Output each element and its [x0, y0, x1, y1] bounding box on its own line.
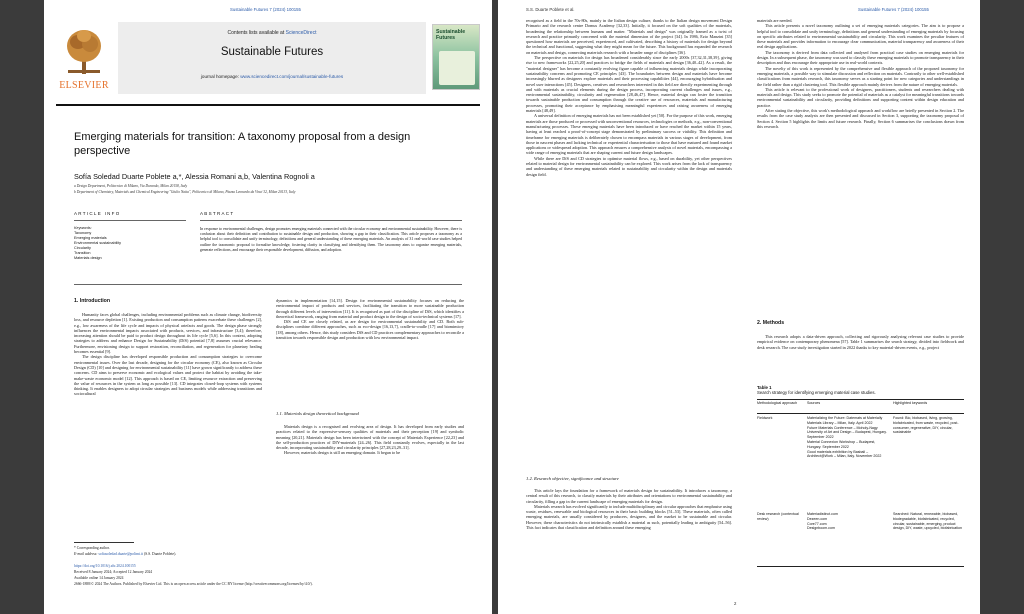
masthead-rule: [56, 104, 480, 106]
paragraph: The design discipline has developed responsible production and consumption strategies to overcome environmental issues. Over the last decade, designing for the circular economy (CE), also known as Circular Design (CD) [10] and designing for environmental sustainability [11] have grown significantly to address these concerns. CD aims to preserve economic and ecological values and protect the habitat by avoiding the take-make-waste economic model [12]. This approach is based on CE, limiting resource extraction and preserving the value of resources in the system as long as possible [13]. CD integrates closed-loop systems with systems thinking. It enables designers to adopt circular strategies and business models while addressing transitions and sociocultural: [74, 354, 262, 397]
keyword: Taxonomy: [74, 231, 92, 235]
keyword: Environmental sustainability: [74, 241, 122, 245]
paragraph: Materials design is a recognised and evolving area of design. It has developed from early studies and practices related to the expressive-sensory qualities of materials and their perception [19] and symbolic meaning [20,21]. Materials design has been intertwined with the concept of Materials Experience [22,23] and the self-production practices of DIY-materials [24–26]. This field constantly evolves, especially in the last decade, incorporating sustainability and circularity principles [27,28,23,29–31].: [276, 424, 464, 451]
affiliation-a: a Design Department, Politecnico di Milano, Via Durando, Milan 20158, Italy: [74, 184, 188, 188]
cover-graphic: [439, 51, 475, 85]
journal-homepage: [118, 74, 426, 79]
source-item: Materiadistinct.com: [807, 512, 838, 516]
email-line: [74, 552, 176, 557]
abstract-heading: ABSTRACT: [200, 211, 235, 216]
page-number: 2: [734, 601, 737, 606]
keyword: Emerging materials: [74, 236, 107, 240]
article-title: Emerging materials for transition: A taxonomy proposal from a design perspective: [74, 131, 411, 157]
paragraph: The novelty of this work is represented by the comprehensive and flexible approach of the proposed taxonomy for emerging materials, a possible way to stimulate discussion and reflection on materials. Contrarily to other well-established classifications from materials research, this taxonomy serves as a starting point for new categories and understandings in the field rather than a rigid clustering tool. This flexible approach mainly derives from the nature of emerging materials.: [757, 65, 964, 87]
table-caption: [757, 385, 957, 396]
table-row: [757, 416, 964, 508]
table-rule: [757, 399, 964, 400]
table-caption-text: Search strategy for identifying emerging material case studies.: [757, 390, 876, 396]
running-head[interactable]: Sustainable Futures 7 (2024) 100155: [230, 7, 301, 12]
body-column-1: [526, 18, 732, 177]
table-cell-sources: [807, 416, 889, 459]
available-date: Available online 14 January 2024: [74, 576, 124, 580]
keywords-box: [74, 226, 184, 261]
section-title: 1. Introduction: [74, 298, 111, 304]
source-item: Good materials exhibition by Basbali – Architect@Work – Milan, Italy. November 2022: [807, 449, 882, 459]
paragraph: The perspective on materials for design has broadened considerably since the early 2000s [37,32,31,38,39], giving rise to new frameworks [22,25,20] and practices to bridge the fields of materials and design [36,40–42]. As a result, the "material designer" has become a constantly evolving figure capable of influencing materials design while incorporating sustainability concerns and promoting CE principles [43]. The boundaries between design and materials have become increasingly blurred as designers explore materials and their processing capabilities [44], encouraging hybridisation and novel user interactions [45]. Designers, creatives and researchers interested in this field are directly experimenting through and with materials as crucial elements during the design process, incorporating current challenges and issues, e.g., environmental sustainability, circularity and regeneration [28,46,47]. Hence, material design can foster the transition towards sustainable production and consumption through the creative use of resources, materials and manufacturing processes, promoting their acceptance by emphasising meaningful experiences and raising awareness of emerging materials [48,49].: [526, 55, 732, 114]
body-column-2: [276, 298, 464, 340]
homepage-prefix: journal homepage:: [200, 74, 241, 79]
rule: [200, 220, 462, 221]
table-label: Table 1: [757, 385, 772, 390]
journal-cover[interactable]: [432, 24, 480, 90]
license-line: 2666-1888/© 2024 The Authors. Published by Elsevier Ltd. This is an open access article under the CC BY license (http://creativecommons.org/licenses/by/4.0/).: [74, 582, 313, 586]
table-cell-sources: [807, 512, 889, 531]
article-info-heading: ARTICLE INFO: [74, 211, 121, 216]
table-cell-approach: Fieldwork: [757, 416, 773, 420]
journal-masthead: [56, 22, 480, 96]
source-item: Core77.com: [807, 521, 827, 526]
source-item: Designboom.com: [807, 526, 835, 531]
paragraph: Humanity faces global challenges, including environmental problems such as climate change, biodiversity loss, and resource depletion [1]. Existing production and consumption patterns exacerbate these challenges [2], e.g., low awareness of the life cycle and impacts of physical artefacts and goods. The design phase strongly influences the environmental impacts associated with products, services, and infrastructure [3,4]; therefore, increasing attention should be paid to product design throughout its life cycle [5,6]. In this context, adopting strategies to address and enhance Design for Sustainability (DfS) potential [7,8] assumes crucial relevance. Furthermore, envisioning design to support restoration, reconciliation, and regeneration for planetary healing becomes essential [9].: [74, 312, 262, 355]
paragraph: While there are DfS and CD strategies to optimise material flows, e.g., based on durability, yet other perspectives related to material design for environmental sustainability can be explored. This work arises from the lack of transparency and understanding of these emerging materials related to sustainability and circularity within the design and materials design field.: [526, 155, 732, 177]
sciencedirect-link[interactable]: ScienceDirect: [285, 30, 317, 36]
body-column-2b: [276, 424, 464, 456]
source-item: Materializing the Future: Datemats at Materially Materials Library – Milan, Italy. April 2022: [807, 416, 883, 425]
body-column-1: [74, 312, 262, 397]
keyword: Circularity: [74, 246, 91, 250]
corresponding-author: * Corresponding author.: [74, 546, 110, 550]
paragraph: After stating the objective, this work's methodological approach and workflow are briefly presented in Section 2. The results from the case study analysis are then presented and discussed in Section 3, supporting the taxonomy proposal of Section 4. Section 5 highlights the limits and future research. Finally, Section 6 summarises the conclusions drawn from this research.: [757, 108, 964, 129]
paragraph: recognised as a field in the 70s-80s, mainly in the Italian design culture, thanks to the Italian design movement Design Primario and the research centre Domus Academy [32,33]. Initially, it focused on the soft qualities of the materials, broadening the relationship between humans and matter. "Materials and design" was originally framed as a twist of research and practice primarily concerned with the material dimension of the project [34]. In 1986, Ezio Manzini [35] questioned how materials are perceived, experienced, and cultivated, describing a history of materials for design beyond the technical and functional, suggesting what they might mean for the future. This background has expanded the research on materials and design, connecting materials research with a broader range of disciplines [36].: [526, 18, 732, 55]
email-suffix: (S.S. Duarte Poblete).: [143, 552, 177, 556]
table-header-cell: Highlighted keywords: [893, 401, 928, 405]
running-head-authors: S.S. Duarte Poblete et al.: [526, 7, 575, 12]
elsevier-tree-icon: [64, 26, 104, 76]
contents-line: [118, 30, 426, 36]
table-header-cell: Methodological approach: [757, 401, 798, 405]
keyword: Materials design: [74, 256, 102, 260]
paragraph: This article presents a novel taxonomy outlining a set of emerging materials categories. The aim is to propose a helpful tool to consolidate and unify terminology, definitions and general understanding of emerging materials by focusing on specific attributes related to environmental sustainability and circularity. This work examines the peculiar features of these materials and provides information to encourage clear communication, material transparency and awareness of their real design applications.: [757, 23, 964, 50]
journal-band: [118, 22, 426, 94]
source-item: Future Materials Conference – Moholy-Nagy University of Art and Design – Budapest, Hungary. September 2022: [807, 425, 887, 440]
received-date: Received 8 January 2024; Accepted 12 January 2024: [74, 570, 153, 574]
subsection-title: 1.2. Research objective, significance and structure: [526, 476, 619, 481]
table-rule: [757, 413, 964, 414]
body-column-2: [757, 18, 964, 129]
paragraph: However, materials design is still an emerging domain. It began to be: [284, 450, 401, 456]
paragraph: This research adopts a data-driven approach, collecting and rigorously analysing relevant case studies to provide empirical evidence on contemporary phenomena [57]. Table 1 summarises the search strategy, divided into fieldwork and desk research. The case study investigation started in 2022 thanks to key material-driven events, e.g., project: [757, 334, 964, 350]
section-title: 2. Methods: [757, 320, 785, 326]
journal-title: Sustainable Futures: [220, 46, 324, 58]
table-cell-keywords: Searched: Natural, renewable, biobased, biodegradable, biofabricated, recycled, circular, sustainable, emerging, product design, DIY, waste, upcycled, biofabrication: [893, 512, 963, 531]
paragraph: This article lays the foundation for a framework of materials design for sustainability. It introduces a taxonomy, a central result of this research, to classify materials by their attributes and orientations to environmental sustainability and circularity, filling a gap in the current landscape of emerging materials for design.: [526, 488, 732, 504]
body-column-1b: [526, 488, 732, 530]
table-cell-keywords: Found: Bio, biobased, living, growing, biofabricated, from waste, recycled, post-consumer, regenerative, DIY, circular, sustainable: [893, 416, 959, 435]
paragraph: A universal definition of emerging materials has not been established yet [50]. For the purpose of this work, emerging materials are those produced or processed with unconventional resources, technologies or methods, e.g., non-conventional manufacturing processes. These emerging materials have been introduced or have reached the market within 15 years, having at least reached a proof-of-concept stage demonstrated by preliminary success or viability. This definition and timeframe for emerging materials is deliberately chosen to encompass materials in various stages of development, from those in nascent phases and lacking technical or experiential characterisation to those that have matured and found market applications or widespread adoption. This approach ensures a comprehensive analysis of novel materials, encompassing a wide range of emerging materials that are shaping current and future design landscapes.: [526, 113, 732, 156]
running-head[interactable]: Sustainable Futures 7 (2024) 100155: [858, 7, 929, 12]
publisher-name: ELSEVIER: [59, 80, 109, 91]
rule: [74, 284, 462, 285]
table-header-cell: Sources: [807, 401, 821, 405]
footnote-rule: [74, 542, 134, 543]
source-item: Material Connexion Workshop – Budapest, Hungary. September 2022: [807, 439, 876, 449]
rule: [74, 220, 186, 221]
paragraph: Materials research has evolved significantly to include multidisciplinary and circular approaches that emphasise using waste, residues, renewable and biological resources in their basic building blocks [51–53]. These materials, often called emerging materials, are usually considered by producers, designers, and the market to be sustainable and circular. However, these characteristics do not intrinsically establish a material as such, potentially leading to ambiguity [54–56]. This fact indicates that classification and definition around these emerging: [526, 503, 732, 531]
doi-link[interactable]: https://doi.org/10.1016/j.sftr.2024.100155: [74, 564, 136, 568]
keyword: Transition: [74, 251, 91, 255]
table-rule: [757, 566, 964, 567]
paragraph: DfS and CE are closely related, as are design for environmental sustainability and CD. Both sub-disciplines combine different approaches, such as eco-design [16,13,7], cradle-to-cradle [17] and biomimicry [18], among others. Hence, this study considers DfS and CD practices complementary approaches to reconcile a transition towards responsible design and production with low environmental impact.: [276, 319, 464, 341]
subsection-title: 1.1. Materials design theoretical background: [276, 411, 359, 416]
cover-title: Sustainable Futures: [436, 29, 466, 41]
abstract-text: In response to environmental challenges, design promotes emerging materials connected with the circular economy and environmental sustainability. However, there is confusion about their definition and contribution to sustainable design and production, showing a gap in their classification. This article proposes a taxonomy as a helpful tool to consolidate and unify terminology, definitions and general understanding of these emerging materials. An analysis of 31 real-world case studies helped outline the taxonomic proposal to formalise knowledge, fostering clarity in classifying and identifying them. The taxonomy aims to organise emerging materials, generate reflections, and encourage their responsible development, diffusion, and adoption.: [200, 227, 462, 252]
affiliation-b: b Department of Chemistry, Materials and Chemical Engineering "Giulio Natta", Politecnico di Milano, Piazza Leonardo da Vinci 32, Milan 20133, Italy: [74, 190, 296, 194]
table-cell-approach: Desk research (contextual review): [757, 512, 799, 521]
body-column-2b: [757, 334, 964, 350]
source-item: Dezeen.com: [807, 516, 828, 521]
email-label: E-mail address:: [74, 552, 99, 556]
paragraph: This article is relevant to the professional work of designers, practitioners, students and researchers dealing with materials and design. This study seeks to promote the potential of materials as a catalyst for meaningful transitions towards environmental sustainability and circularity, providing definitions and supporting content within design education and practice.: [757, 86, 964, 108]
authors: Sofía Soledad Duarte Poblete a,*, Alessia Romani a,b, Valentina Rognoli a: [74, 172, 315, 181]
paragraph: dynamics in implementation [14,15]. Design for environmental sustainability focuses on reducing the environmental impact of products and services, facilitating the transition to more sustainable production through different levels of intervention [11]. It is recognised as part of the discipline of DfS, which identifies a theoretical framework, ranging from material and product design to the design of socio-technical systems [17].: [276, 298, 464, 319]
table-header-row: [757, 401, 964, 413]
keywords-label: Keywords:: [74, 226, 92, 230]
page-2: [498, 0, 980, 614]
elsevier-logo: [56, 22, 112, 94]
contents-prefix: Contents lists available at: [227, 30, 286, 36]
homepage-link[interactable]: www.sciencedirect.com/journal/sustainable-futures: [240, 74, 344, 79]
email-link[interactable]: sofiasoledad.duarte@polimi.it: [98, 552, 144, 556]
page-1: [44, 0, 492, 614]
table-row: [757, 512, 964, 564]
paragraph: The taxonomy is derived from data collected and analysed from practical case studies on emerging materials for design. In a subsequent phase, the taxonomy was used to classify these emerging materials to promote transparency in their description and thus encourage their appropriate use in real-world contexts.: [757, 49, 964, 66]
paragraph: materials are needed.: [757, 18, 793, 23]
